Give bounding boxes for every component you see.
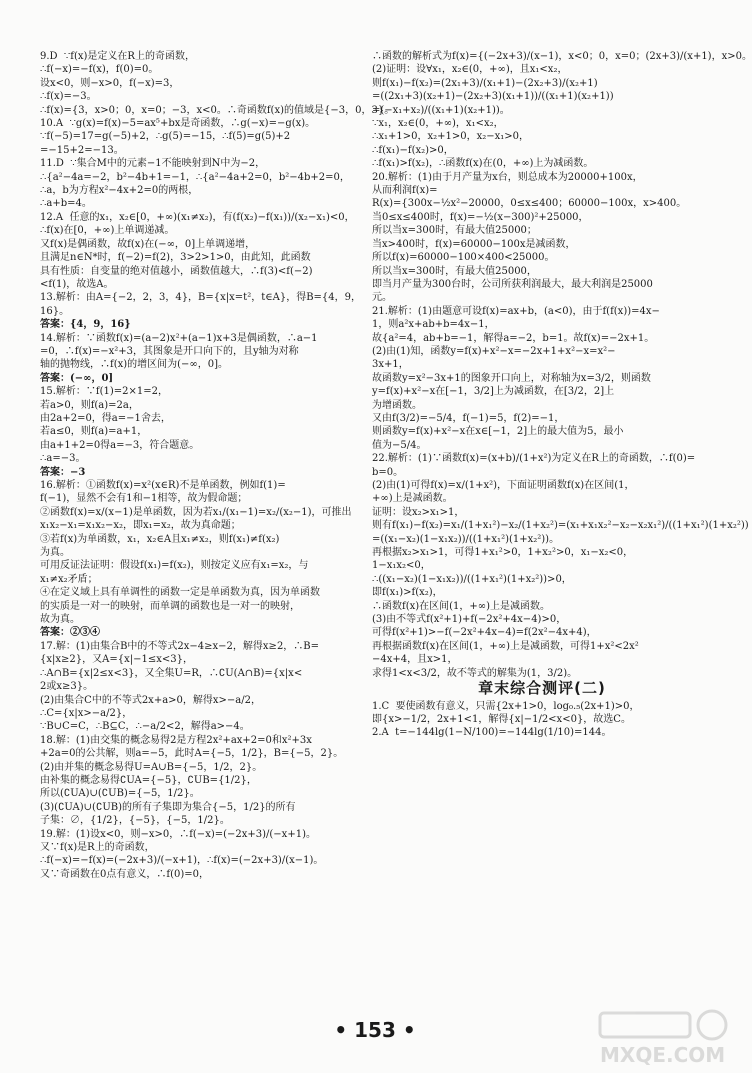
answer-line: 再根据x₂>x₁>1，可得1+x₁²>0，1+x₂²>0，x₁−x₂<0， — [372, 547, 634, 559]
answer-line: ∴f(−x)=−f(x)=(−2x+3)/(−x+1)，∴f(x)=(−2x+3)/(x−1)。 — [40, 855, 324, 867]
answer-line: =0，∴f(x)=−x²+3，其图象是开口向下的，且y轴为对称 — [40, 345, 299, 357]
section-title: 章末综合测评(二) — [478, 679, 606, 698]
answer-line: ∵B∪C=C，∴B⊆C，∴−a/2<2，解得a>−4。 — [40, 721, 250, 733]
answer-line: 12.A 任意的x₁，x₂∈[0，+∞)(x₁≠x₂)，有(f(x₂)−f(x₁))/(x₂−x₁)<0， — [40, 211, 355, 223]
answer-line: x₁x₂−x₁=x₁x₂−x₂，即x₁=x₂，故为真命题； — [40, 520, 241, 532]
answer-line: ∴C={x|x>−a/2}， — [40, 707, 133, 719]
answer-line: 1−x₁x₂<0， — [372, 560, 431, 572]
answer-line: ∴a，b为方程x²−4x+2=0的两根， — [40, 185, 199, 197]
answer-line: ∴f(−x)=−f(x)，f(0)=0。 — [40, 64, 159, 76]
answer-line: 22.解析：(1)∵函数f(x)=(x+b)/(1+x²)为定义在R上的奇函数，∴f(0)= — [372, 453, 696, 465]
answer-line: 即f(x₁)>f(x₂)， — [372, 587, 443, 599]
answer-line: ∴a=−3。 — [40, 453, 86, 465]
answer-line: 具有性质：自变量的绝对值越小，函数值越大，∴f(3)<f(−2) — [40, 265, 313, 277]
answer-line: =((x₁−x₂)(1−x₁x₂))/((1+x₁²)(1+x₂²))。 — [372, 533, 560, 545]
answer-line: ∴a+b=4。 — [40, 198, 92, 210]
answer-line: ∵x₁，x₂∈(0，+∞)，x₁<x₂， — [372, 118, 504, 130]
answer-line: 16}。 — [40, 305, 70, 317]
answer-line: 可得f(x²+1)>−f(−2x²+4x−4)=f(2x²−4x+4)， — [372, 627, 597, 639]
answer-line: 设x<0，则−x>0，f(−x)=3， — [40, 77, 180, 89]
answer-line: 由2a+2=0，得a=−1舍去， — [40, 412, 171, 424]
answer-line: ∴A∩B={x|2≤x<3}，又全集U=R，∴∁U(A∩B)={x|x< — [40, 667, 303, 679]
answer-line: 答案：{4，9，16} — [40, 319, 131, 331]
answer-line: 所以当x=300时，有最大值25000， — [372, 265, 537, 277]
answer-line: 10.A ∵g(x)=f(x)−5=ax⁵+bx是奇函数，∴g(−x)=−g(x)。 — [40, 118, 316, 130]
answer-line: 21.解析：(1)由题意可设f(x)=ax+b，(a<0)，由于f(f(x))=4x− — [372, 305, 660, 317]
answer-line: ∴f(x)={3，x>0；0，x=0；−3，x<0。∴奇函数f(x)的值域是{−3，0，3}。 — [40, 104, 395, 116]
answer-line: 由a+1+2=0得a=−3，符合题意。 — [40, 439, 200, 451]
answer-line: x₁≠x₂矛盾； — [40, 573, 98, 585]
answer-line: 又f(x)是偶函数，故f(x)在(−∞，0]上单调递增， — [40, 238, 256, 250]
answer-line: 所以(∁UA)∪(∁UB)={−5，1/2}。 — [40, 788, 200, 800]
answer-line: 又∵奇函数在0点有意义，∴f(0)=0， — [40, 868, 209, 880]
answer-line: ∴((x₁−x₂)(1−x₁x₂))/((1+x₁²)(1+x₂²))>0， — [372, 573, 572, 585]
section-answers — [372, 700, 712, 740]
answer-line: 又∵f(x)是R上的奇函数， — [40, 841, 155, 853]
answer-line: 9.D ∵f(x)是定义在R上的奇函数， — [40, 51, 195, 62]
answer-line: 故函数y=x²−3x+1的图象开口向上，对称轴为x=3/2，则函数 — [372, 372, 651, 384]
answer-line: 的实质是一对一的映射，而单调的函数也是一对一的映射， — [40, 600, 300, 612]
answer-line: ∵f(−5)=17=g(−5)+2，∴g(5)=−15，∴f(5)=g(5)+2 — [40, 131, 291, 143]
answer-line: 答案：(−∞，0] — [40, 372, 114, 384]
answer-line: 所以当x=300时，有最大值25000； — [372, 225, 537, 237]
answer-line: 则函数y=f(x)+x²−x在x∈[−1，2]上的最大值为5，最小 — [372, 426, 624, 438]
answer-line: 所以f(x)=60000−100×400<25000。 — [372, 252, 555, 264]
answer-line: (2)由并集的概念易得U=A∪B={−5，1/2，2}。 — [40, 761, 263, 773]
answer-line: 13.解析：由A={−2，2，3，4}，B={x|x=t²，t∈A}，得B={4，9， — [40, 292, 362, 304]
answer-line: 可用反证法证明：假设f(x₁)=f(x₂)，则按定义应有x₁=x₂，与 — [40, 560, 309, 572]
answer-line: 20.解析：(1)由于月产量为x台，则总成本为20000+100x， — [372, 171, 643, 183]
answer-line: =((2x₁+3)(x₂+1)−(2x₂+3)(x₁+1))/((x₁+1)(x₂+1)) — [372, 91, 614, 103]
answer-line: {x|x≥2}，又A={x|−1≤x<3}， — [40, 654, 193, 666]
answer-line: 元。 — [372, 292, 392, 304]
answer-line: 求得1<x<3/2，故不等式的解集为(1，3/2)。 — [372, 667, 578, 679]
answer-line: 由补集的概念易得∁UA={−5}，∁UB={1/2}， — [40, 774, 257, 786]
answer-line: 11.D ∵集合M中的元素−1不能映射到N中为−2， — [40, 158, 266, 170]
answer-line: ②函数f(x)=x/(x−1)是单函数，因为若x₁/(x₁−1)=x₂/(x₂−1)，可推出 — [40, 506, 352, 518]
answer-line: 16.解析：①函数f(x)=x²(x∈R)不是单函数，例如f(1)= — [40, 480, 286, 491]
answer-line: 3x+1， — [372, 359, 409, 371]
right-column-answers — [372, 50, 752, 680]
right-column — [372, 50, 752, 740]
answer-line: 18.解：(1)由交集的概念易得2是方程2x²+ax+2=0和x²+3x — [40, 734, 312, 746]
answer-line: =(−x₁+x₂)/((x₁+1)(x₂+1))。 — [372, 104, 510, 116]
answer-line: 为增函数。 — [372, 399, 422, 411]
answer-line: ④在定义域上具有单调性的函数一定是单函数为真，因为单函数 — [40, 587, 320, 599]
watermark-text: MXQE.COM — [600, 1043, 726, 1067]
answer-line: 若a>0，则f(a)=2a， — [40, 399, 139, 411]
answer-line: (2)由(1)知，函数y=f(x)+x²−x=−2x+1+x²−x=x²− — [372, 345, 616, 357]
page-number: • 153 • — [334, 1018, 416, 1042]
answer-line: b=0。 — [372, 466, 404, 478]
answer-line: =−15+2=−13。 — [40, 144, 124, 156]
answer-line: 1.C 要使函数有意义，只需{2x+1>0，log₀.₅(2x+1)>0， — [372, 700, 640, 712]
answer-line: 故{a²=4，ab+b=−1，解得a=−2，b=1。故f(x)=−2x+1。 — [372, 332, 655, 344]
answer-line: ∴函数的解析式为f(x)={(−2x+3)/(x−1)，x<0；0，x=0；(2x+3)/(x+1)，x>0。 — [372, 51, 752, 62]
answer-line: 当x>400时，f(x)=60000−100x是减函数， — [372, 238, 576, 250]
answer-line: <f(1)，故选A。 — [40, 278, 114, 290]
answer-line: 1，则a²x+ab+b=4x−1， — [372, 319, 495, 331]
answer-line: 答案：−3 — [40, 466, 86, 478]
answer-line: 14.解析：∵函数f(x)=(a−2)x²+(a−1)x+3是偶函数，∴a−1 — [40, 332, 318, 344]
answer-line: ∴f(x₁)>f(x₂)，∴函数f(x)在(0，+∞)上为减函数。 — [372, 158, 594, 170]
answer-line: 17.解：(1)由集合B中的不等式2x−4≥x−2，解得x≥2，∴B= — [40, 640, 320, 652]
answer-line: 即{x>−1/2，2x+1<1，解得{x|−1/2<x<0}，故选C。 — [372, 713, 631, 725]
answer-line: ∴f(x)=−3。 — [40, 91, 97, 103]
answer-line: −4x+4，且x>1， — [372, 654, 458, 666]
answer-line: ∴函数f(x)在区间(1，+∞)上是减函数。 — [372, 600, 551, 612]
answer-line: 答案：②③④ — [40, 627, 100, 639]
answer-line: 则有f(x₁)−f(x₂)=x₁/(1+x₁²)−x₂/(1+x₂²)=(x₁+x₁x₂²−x₂−x₂x₁²)/((1+x₁²)(1+x₂²)) — [372, 520, 749, 532]
answer-line: ∴{a²−4a=−2，b²−4b+1=−1，∴{a²−4a+2=0，b²−4b+2=0， — [40, 171, 350, 183]
answer-line: 又由f(3/2)=−5/4，f(−1)=5，f(2)=−1， — [372, 412, 565, 424]
answer-line: (3)由不等式f(x²+1)+f(−2x²+4x−4)>0， — [372, 614, 567, 626]
answer-line: 当0≤x≤400时，f(x)=−½(x−300)²+25000， — [372, 211, 589, 223]
answer-line: ③若f(x)为单函数，x₁，x₂∈A且x₁≠x₂，则f(x₁)≠f(x₂) — [40, 533, 280, 545]
answer-line: 轴的抛物线，∴f(x)的增区间为(−∞，0]。 — [40, 359, 229, 371]
answer-line: +2a=0的公共解，则a=−5，此时A={−5，1/2}，B={−5，2}。 — [40, 748, 344, 760]
answer-line: (2)证明：设∀x₁，x₂∈(0，+∞)，且x₁<x₂， — [372, 64, 568, 76]
answer-line: (2)由集合C中的不等式2x+a>0，解得x>−a/2， — [40, 694, 261, 706]
watermark-logo — [592, 1007, 742, 1067]
answer-line: 即当月产量为300台时，公司所获利润最大，最大利润是25000 — [372, 278, 653, 290]
answer-line: 2或x≥3}。 — [40, 681, 94, 693]
answer-line: 再根据函数f(x)在区间(1，+∞)上是减函数，可得1+x²<2x² — [372, 640, 639, 652]
answer-line: 子集：∅，{1/2}，{−5}，{−5，1/2}。 — [40, 815, 230, 827]
answer-line: y=f(x)+x²−x在[−1，3/2]上为减函数，在[3/2，2]上 — [372, 386, 615, 398]
answer-line: 证明：设x₂>x₁>1， — [372, 506, 465, 518]
answer-line: 2.A t=−144lg(1−N/100)=−144lg(1/10)=144。 — [372, 727, 612, 739]
answer-line: f(−1)，显然不会有1和−1相等，故为假命题； — [40, 493, 248, 505]
answer-line: 为真。 — [40, 547, 70, 559]
answer-line: R(x)={300x−½x²−20000，0≤x≤400；60000−100x，x>400。 — [372, 198, 687, 210]
answer-line: 19.解：(1)设x<0，则−x>0，∴f(−x)=(−2x+3)/(−x+1)。 — [40, 828, 316, 840]
answer-line: 值为−5/4。 — [372, 439, 427, 451]
answer-line: (2)由(1)可得f(x)=x/(1+x²)，下面证明函数f(x)在区间(1， — [372, 480, 635, 491]
answer-line: (3)(∁UA)∪(∁UB)的所有子集即为集合{−5，1/2}的所有 — [40, 801, 296, 813]
answer-line: 若a≤0，则f(a)=a+1， — [40, 426, 148, 438]
answer-line: +∞)上是减函数。 — [372, 493, 453, 505]
answer-line: 则f(x₁)−f(x₂)=(2x₁+3)/(x₁+1)−(2x₂+3)/(x₂+1) — [372, 77, 598, 89]
answer-line: ∴f(x)在[0，+∞)上单调递减。 — [40, 225, 175, 237]
answer-line: 15.解析：∵f(1)=2×1=2， — [40, 386, 168, 398]
answer-line: ∴x₁+1>0，x₂+1>0，x₂−x₁>0， — [372, 131, 530, 143]
answer-line: 且满足n∈N*时，f(−2)=f(2)，3>2>1>0，由此知，此函数 — [40, 252, 311, 264]
answer-line: ∴f(x₁)−f(x₂)>0， — [372, 144, 454, 156]
answer-line: 故为真。 — [40, 614, 80, 626]
answer-line: 从而利润f(x)= — [372, 185, 438, 197]
